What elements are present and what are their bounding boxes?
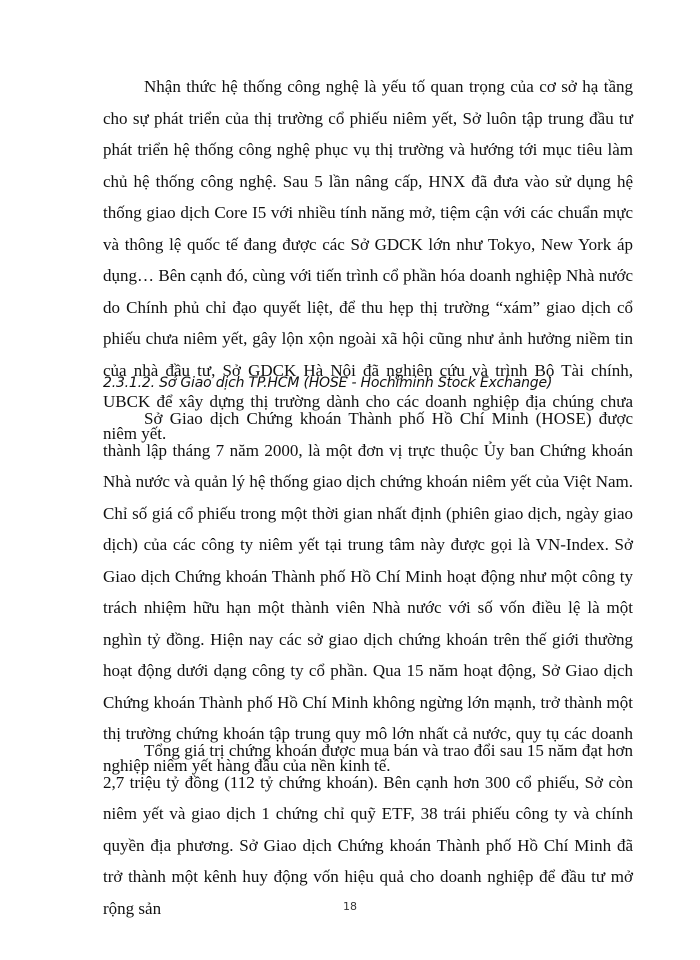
paragraph-hose-intro bbox=[103, 403, 633, 781]
paragraph-text: Nhận thức hệ thống công nghệ là yếu tố quan trọng của cơ sở hạ tầng cho sự phát triển của thị trường cổ phiếu niêm yết, Sở luôn tập trung đầu tư phát triển hệ thống công nghệ phục vụ thị trường và hướng tới mục tiêu làm chủ hệ thống công nghệ. Sau 5 lần nâng cấp, HNX đã đưa vào sử dụng hệ thống giao dịch Core I5 với nhiều tính năng mở, tiệm cận với các chuẩn mực và thông lệ quốc tế đang được các Sở GDCK lớn như Tokyo, New York áp dụng… Bên cạnh đó, cùng với tiến trình cổ phần hóa doanh nghiệp Nhà nước do Chính phủ chỉ đạo quyết liệt, để thu hẹp thị trường “xám” giao dịch cổ phiếu chưa niêm yết, gây lộn xộn ngoài xã hội cũng như ảnh hưởng niềm tin của nhà đầu tư, Sở GDCK Hà Nội đã nghiên cứu và trình Bộ Tài chính, UBCK để xây dựng thị trường dành cho các doanh nghiệp địa chúng chưa niêm yết. bbox=[103, 77, 633, 443]
page-number: 18 bbox=[343, 900, 357, 913]
paragraph-text: Sở Giao dịch Chứng khoán Thành phố Hồ Chí Minh (HOSE) được thành lập tháng 7 năm 2000, là một đơn vị trực thuộc Ủy ban Chứng khoán Nhà nước và quản lý hệ thống giao dịch chứng khoán niêm yết của Việt Nam. Chỉ số giá cổ phiếu trong một thời gian nhất định (phiên giao dịch, ngày giao dịch) của các công ty niêm yết tại trung tâm này được gọi là VN-Index. Sở Giao dịch Chứng khoán Thành phố Hồ Chí Minh hoạt động như một công ty trách nhiệm hữu hạn một thành viên Nhà nước với số vốn điều lệ là một nghìn tỷ đồng. Hiện nay các sở giao dịch chứng khoán trên thế giới thường hoạt động dưới dạng công ty cổ phần. Qua 15 năm hoạt động, Sở Giao dịch Chứng khoán Thành phố Hồ Chí Minh không ngừng lớn mạnh, trở thành một thị trường chứng khoán tập trung quy mô lớn nhất cả nước, quy tụ các doanh nghiệp niêm yết hàng đầu của nền kinh tế. bbox=[103, 409, 633, 775]
paragraph-hose-trading-value bbox=[103, 735, 633, 924]
paragraph-text: Tổng giá trị chứng khoán được mua bán và trao đổi sau 15 năm đạt hơn 2,7 triệu tỷ đồng (112 tỷ chứng khoán). Bên cạnh hơn 300 cổ phiếu, Sở còn niêm yết và giao dịch 1 chứng chỉ quỹ ETF, 38 trái phiếu công ty và chính quyền địa phương. Sở Giao dịch Chứng khoán Thành phố Hồ Chí Minh đã trở thành một kênh huy động vốn hiệu quả cho doanh nghiệp để đầu tư mở rộng sản bbox=[103, 741, 633, 918]
section-heading-hose: 2.3.1.2. Sở Giao dịch TP.HCM (HOSE - Hochiminh Stock Exchange) bbox=[103, 375, 553, 391]
